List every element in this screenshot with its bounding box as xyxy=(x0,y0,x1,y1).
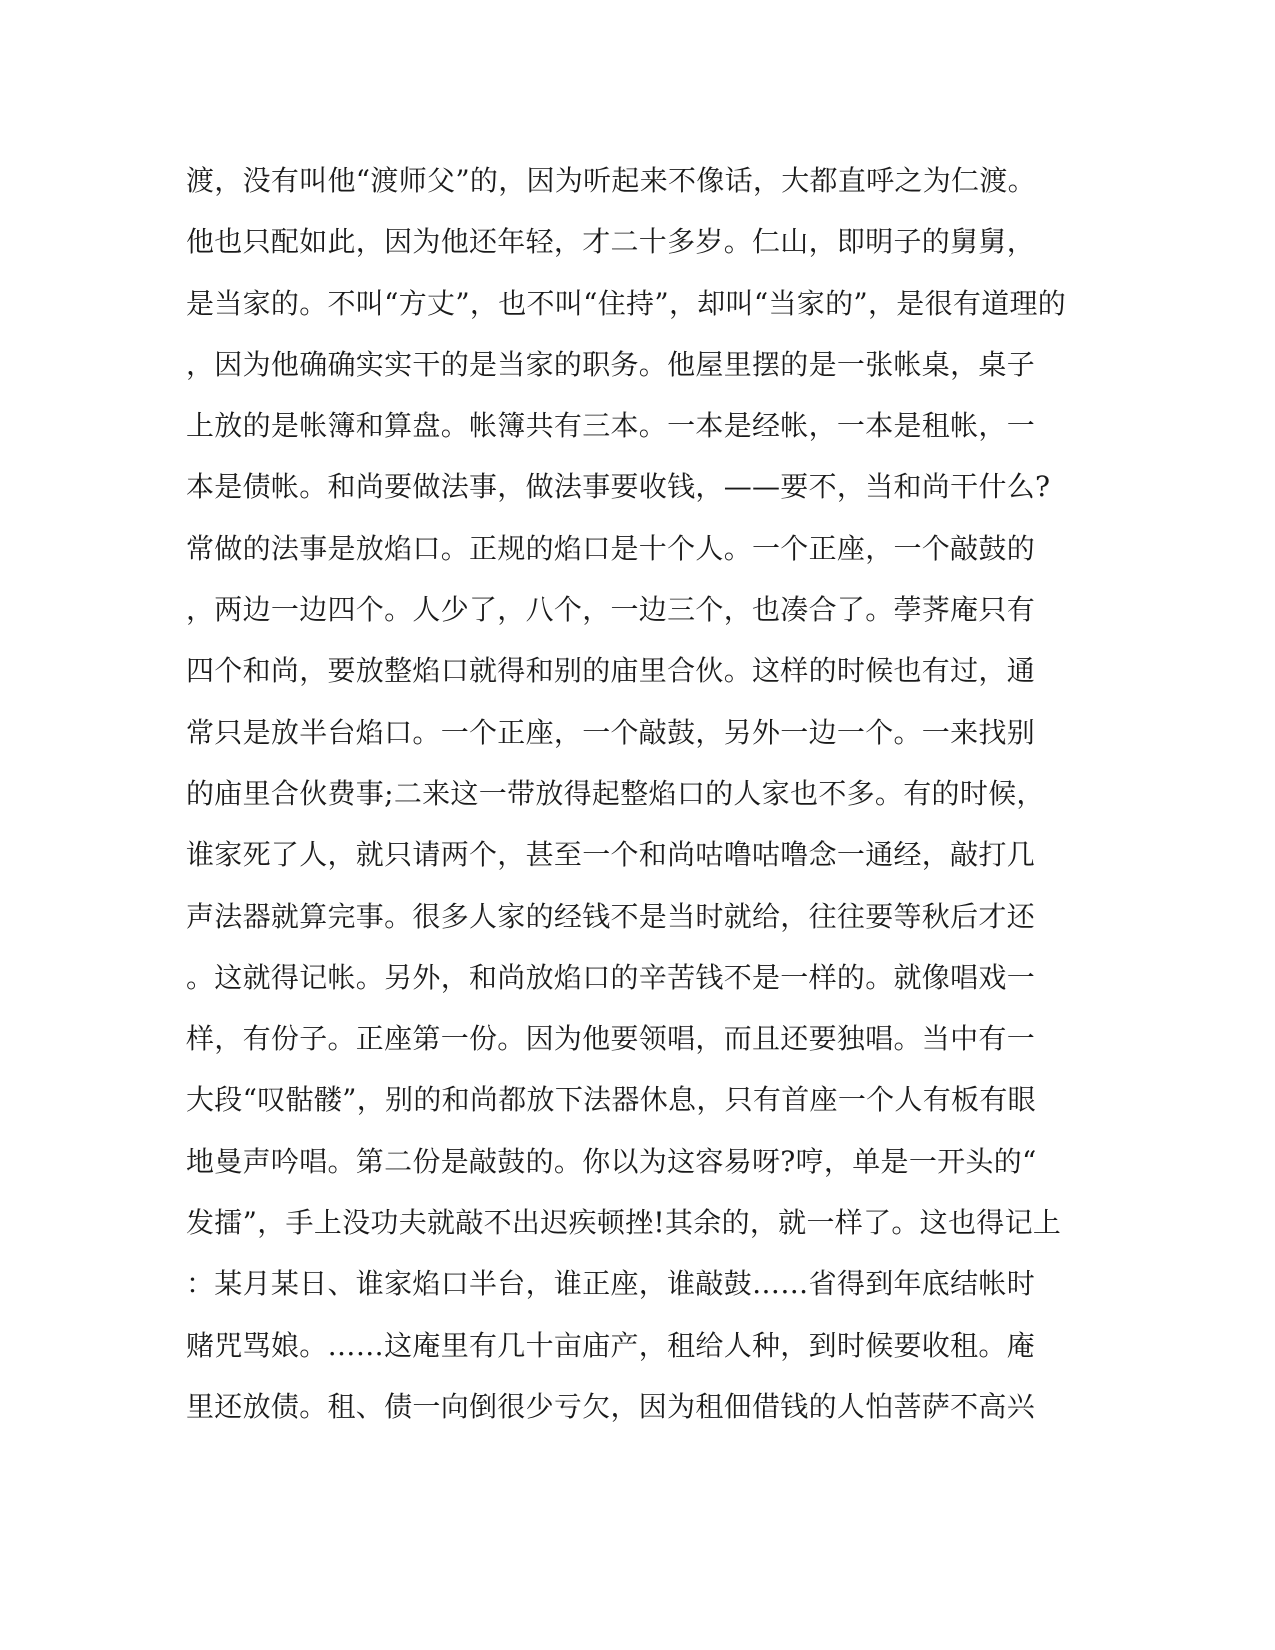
text-line: ：某月某日、谁家焰口半台，谁正座，谁敲鼓……省得到年底结帐时 xyxy=(186,1267,1036,1301)
text-line: 声法器就算完事。很多人家的经钱不是当时就给，往往要等秋后才还 xyxy=(186,899,1036,933)
text-line: 样，有份子。正座第一份。因为他要领唱，而且还要独唱。当中有一 xyxy=(186,1022,1036,1056)
text-line: 赌咒骂娘。……这庵里有几十亩庙产，租给人种，到时候要收租。庵 xyxy=(186,1328,1036,1362)
text-line: 常只是放半台焰口。一个正座，一个敲鼓，另外一边一个。一来找别 xyxy=(186,715,1036,749)
text-line: 大段“叹骷髅”，别的和尚都放下法器休息，只有首座一个人有板有眼 xyxy=(186,1083,1036,1117)
text-line: 是当家的。不叫“方丈”，也不叫“住持”，却叫“当家的”，是很有道理的 xyxy=(186,286,1067,320)
text-line: 的庙里合伙费事;二来这一带放得起整焰口的人家也不多。有的时候， xyxy=(186,776,1045,810)
text-line: 渡，没有叫他“渡师父”的，因为听起来不像话，大都直呼之为仁渡。 xyxy=(186,164,1036,197)
text-line: 地曼声吟唱。第二份是敲鼓的。你以为这容易呀?哼，单是一开头的“ xyxy=(186,1144,1037,1178)
text-line: 里还放债。租、债一向倒很少亏欠，因为租佃借钱的人怕菩萨不高兴 xyxy=(186,1389,1036,1423)
text-line: 本是债帐。和尚要做法事，做法事要收钱，——要不，当和尚干什么? xyxy=(186,470,1051,504)
body-text xyxy=(186,150,1066,1437)
text-line: ，因为他确确实实干的是当家的职务。他屋里摆的是一张帐桌，桌子 xyxy=(186,347,1036,381)
text-line: 发擂”，手上没功夫就敲不出迟疾顿挫!其余的，就一样了。这也得记上 xyxy=(186,1206,1062,1240)
text-line: ，两边一边四个。人少了，八个，一边三个，也凑合了。荸荠庵只有 xyxy=(186,593,1036,627)
text-line: 上放的是帐簿和算盘。帐簿共有三本。一本是经帐，一本是租帐，一 xyxy=(186,409,1036,443)
text-line: 谁家死了人，就只请两个，甚至一个和尚咕噜咕噜念一通经，敲打几 xyxy=(186,838,1036,872)
text-line: 四个和尚，要放整焰口就得和别的庙里合伙。这样的时候也有过，通 xyxy=(186,654,1036,688)
text-line: 。这就得记帐。另外，和尚放焰口的辛苦钱不是一样的。就像唱戏一 xyxy=(186,960,1036,994)
text-line: 常做的法事是放焰口。正规的焰口是十个人。一个正座，一个敲鼓的 xyxy=(186,531,1036,565)
text-line: 他也只配如此，因为他还年轻，才二十多岁。仁山，即明子的舅舅， xyxy=(186,225,1036,259)
